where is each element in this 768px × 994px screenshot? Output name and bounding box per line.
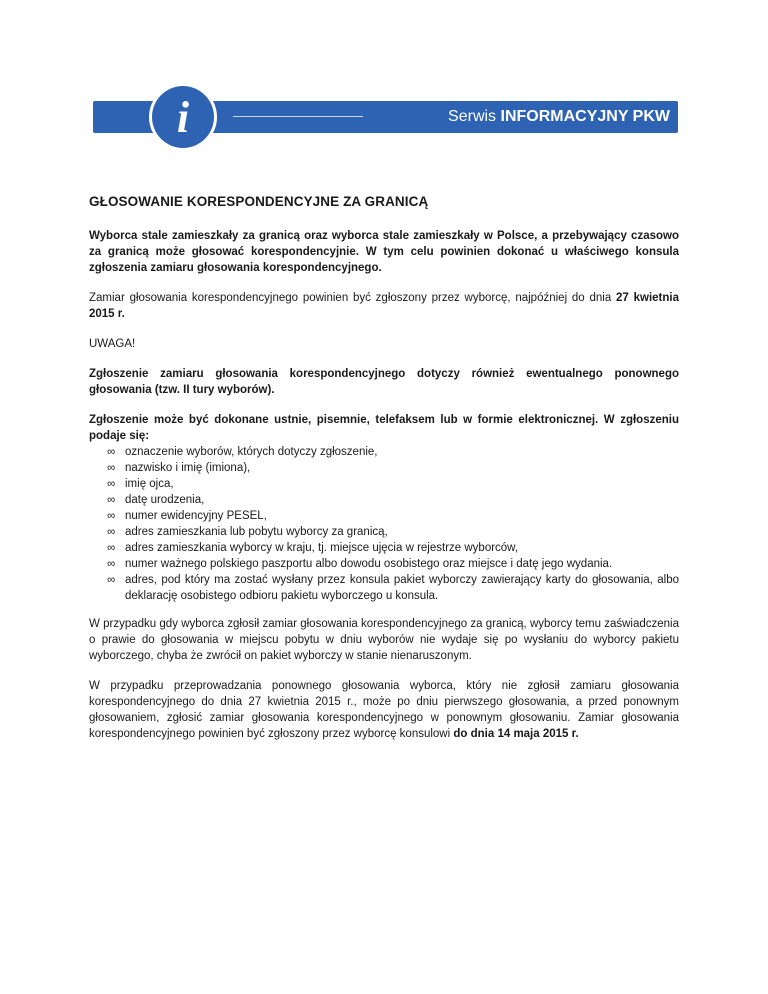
list-item-text: oznaczenie wyborów, których dotyczy zgłoszenie, [125,446,378,458]
bullet-icon: ∞ [107,574,116,586]
list-item [107,460,679,476]
page-title: GŁOSOWANIE KORESPONDENCYJNE ZA GRANICĄ [89,194,429,209]
document-body [89,194,679,756]
list-item [107,476,679,492]
intro-paragraph: Wyborca stale zamieszkały za granicą oraz wyborca stale zamieszkały w Polsce, a przebywający czasowo za granicą może głosować korespondencyjnie. W tym celu powinien dokonać u właściwego konsula zgłoszenia zamiaru głosowania korespondencyjnego. [89,230,679,274]
deadline-paragraph [89,290,679,322]
bullet-icon: ∞ [107,542,116,554]
brand-prefix: Serwis [448,108,501,125]
bullet-icon: ∞ [107,478,116,490]
list-item [107,572,679,604]
banner-divider [233,116,363,117]
list-item-text: numer ważnego polskiego paszportu albo dowodu osobistego oraz miejsce i datę jego wydania. [125,558,613,570]
certificate-paragraph: W przypadku gdy wyborca zgłosił zamiar głosowania korespondencyjnego za granicą, wyborcy temu zaświadczenia o prawie do głosowania w miejscu pobytu w dniu wyborów nie wydaje się po wysłaniu do wyborcy pakietu wyborczego, chyba że zwrócił on pakiet wyborczy w stanie nienaruszonym. [89,618,679,662]
list-item [107,444,679,460]
second-deadline: do dnia 14 maja 2015 r. [453,728,579,740]
logo-letter: i [176,93,190,142]
bullet-icon: ∞ [107,494,116,506]
brand-bold: INFORMACYJNY PKW [500,108,670,125]
second-round-paragraph [89,678,679,742]
list-item-text: imię ojca, [125,478,174,490]
warning-label: UWAGA! [89,338,136,350]
bullet-icon: ∞ [107,558,116,570]
list-item [107,540,679,556]
brand-name [448,106,670,128]
list-item-text: datę urodzenia, [125,494,205,506]
list-item [107,524,679,540]
deadline-text: Zamiar głosowania korespondencyjnego powinien być zgłoszony przez wyborcę, najpóźniej do dnia [89,292,617,304]
form-intro: Zgłoszenie może być dokonane ustnie, pisemnie, telefaksem lub w formie elektronicznej. W zgłoszeniu podaje się: [89,414,679,442]
list-item-text: adres zamieszkania wyborcy w kraju, tj. miejsce ujęcia w rejestrze wyborców, [125,542,519,554]
list-item [107,492,679,508]
list-item-text: adres, pod który ma zostać wysłany przez konsula pakiet wyborczy zawierający karty do głosowania, albo deklarację osobistego odbioru pakietu wyborczego u konsula. [125,574,679,602]
bullet-icon: ∞ [107,462,116,474]
list-item [107,508,679,524]
list-item-text: nazwisko i imię (imiona), [125,462,251,474]
list-item-text: numer ewidencyjny PESEL, [125,510,267,522]
bullet-icon: ∞ [107,446,116,458]
list-item-text: adres zamieszkania lub pobytu wyborcy za granicą, [125,526,388,538]
warning-text: Zgłoszenie zamiaru głosowania korespondencyjnego dotyczy również ewentualnego ponownego głosowania (tzw. II tury wyborów). [89,368,679,396]
second-round-text: W przypadku przeprowadzania ponownego głosowania wyborca, który nie zgłosił zamiaru głosowania korespondencyjnego do dnia 27 kwietnia 2015 r., może po dniu pierwszego głosowania, a przed ponownym głosowaniem, zgłosić zamiar głosowania korespondencyjnego w ponownym głosowaniu. Zamiar głosowania korespondencyjnego powinien być zgłoszony przez wyborcę konsulowi [89,680,679,740]
list-item [107,556,679,572]
deadline-date: 27 kwietnia 2015 r. [89,292,679,320]
bullet-icon: ∞ [107,526,116,538]
bullet-icon: ∞ [107,510,116,522]
info-logo-icon [148,82,218,152]
requirements-list [89,444,679,604]
